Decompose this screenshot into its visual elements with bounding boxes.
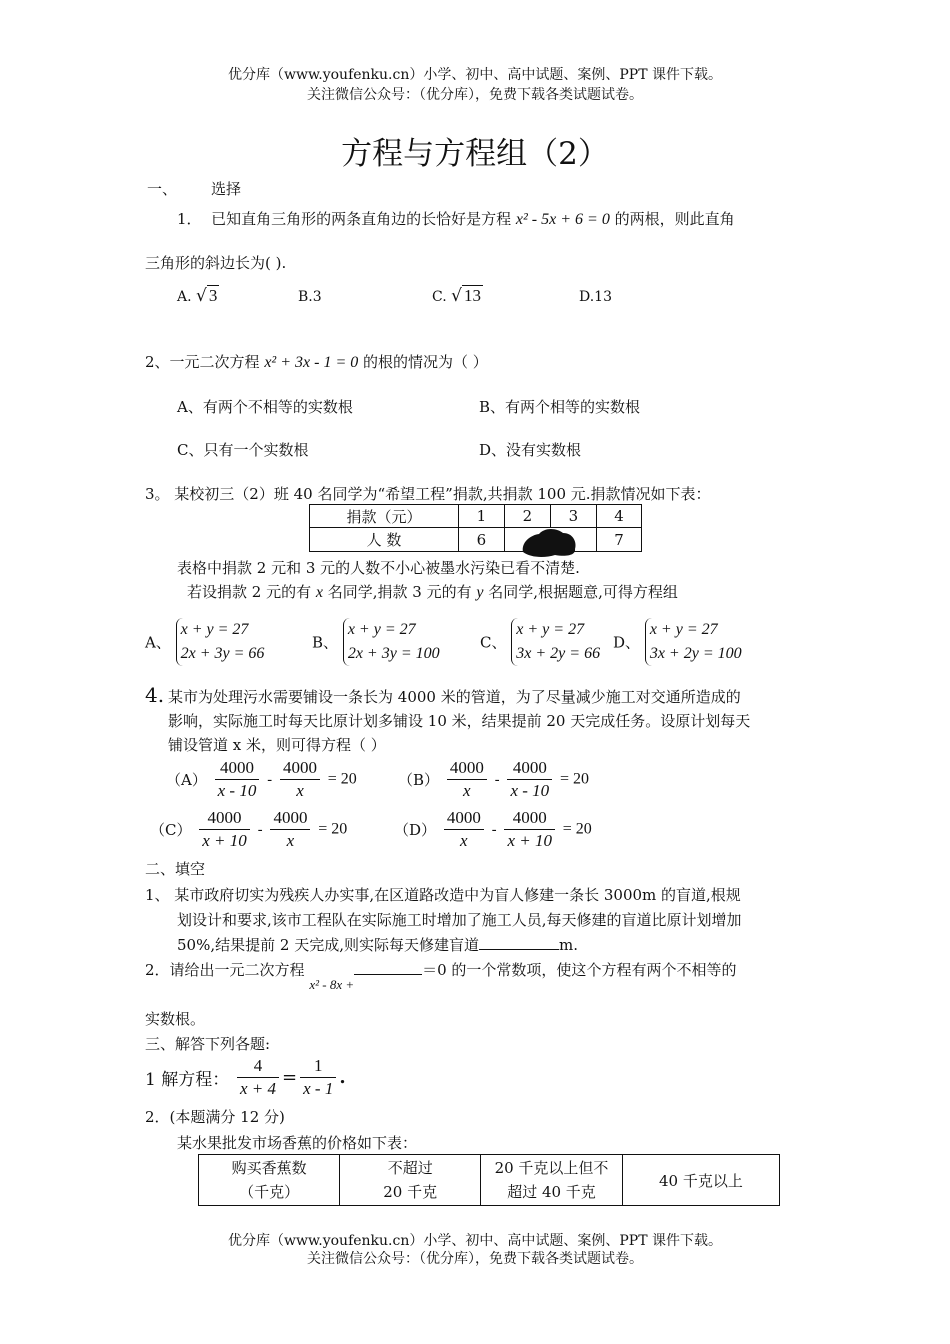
rhs: = 20 [562,820,592,838]
q1-number: 1． [177,210,202,228]
fraction [280,758,320,801]
denominator: x [460,831,468,850]
numerator: 4000 [280,758,320,780]
numerator: 1 [300,1056,336,1078]
system-eq-1: x + y = 27 [180,621,249,638]
q4-option-c [150,808,347,851]
denominator: x + 10 [202,831,247,850]
q4-option-b [398,758,589,801]
section-1-label: 选择 [211,180,242,198]
table-cell [199,1155,340,1206]
denominator: x [463,781,471,800]
q3-option-a [145,618,264,666]
denominator: x [286,831,295,850]
numerator: 4000 [199,808,250,830]
q2-text-a: 2、一元二次方程 [145,353,260,371]
q1-line-2: 三角形的斜边长为( ). [145,254,287,272]
q2-option-c: C、只有一个实数根 [177,441,309,459]
q3-text: 3。 某校初三（2）班 40 名同学为“希望工程”捐款,共捐款 100 元.捐款情况如下表： [145,485,711,503]
table-cell: 7 [596,528,641,552]
fraction [507,758,552,801]
fraction [504,808,555,851]
numerator: 4000 [507,758,552,780]
f2-text-b: ＝0 的一个常数项，使这个方程有两个不相等的 [422,961,737,979]
f2-equation: x² - 8x + [309,977,355,992]
f2-text-a: 2．请给出一元二次方程 [145,961,305,979]
f1-line-3a: 50%,结果提前 2 天完成,则实际每天修建盲道 [177,936,479,954]
denominator: x + 10 [507,831,552,850]
minus-sign: - [494,770,500,789]
system-eq-1: x + y = 27 [347,621,416,638]
footer-line-1: 优分库（www.youfenku.cn）小学、初中、高中试题、案例、PPT 课件下载。 [227,1233,722,1249]
q3-var-y: y [476,584,484,601]
f2-line-1 [145,959,737,992]
cell-line: 20 千克以上但不 [494,1159,609,1177]
cell-line: 20 千克 [383,1183,438,1201]
fraction [199,808,250,851]
table-cell: 1 [458,505,504,528]
q2-equation: x² + 3x - 1 = 0 [264,354,359,371]
q4-option-d [394,808,592,851]
q2-option-b: B、有两个相等的实数根 [479,398,641,416]
numerator: 4000 [215,758,260,780]
answer-blank[interactable] [479,949,559,950]
fraction [270,808,310,851]
table-cell: 3 [550,505,596,528]
header-line-2: 关注微信公众号：（优分库），免费下载各类试题试卷。 [307,87,643,103]
page-title: 方程与方程组（2） [341,136,609,172]
table-cell: 6 [458,528,504,552]
q3-option-c [480,618,600,666]
q3-var-x: x [315,584,323,601]
system-eq-2: 3x + 2y = 66 [516,645,601,662]
table-cell: 4 [596,505,641,528]
section-3-label: 三、解答下列各题: [145,1035,271,1053]
q2-option-a: A、有两个不相等的实数根 [177,398,353,416]
q1-option-c-label: C. [432,289,447,305]
q4-option-label: （B） [398,771,440,789]
fraction [444,808,484,851]
q3-donation-table [309,504,642,552]
banana-price-table [198,1154,780,1206]
system-eq-2: 3x + 2y = 100 [649,645,742,662]
q3-note-2b: 名同学,捐款 3 元的有 [327,583,472,601]
f1-line-1: 1、 某市政府切实为残疾人办实事,在区道路改造中为盲人修建一条长 3000m 的盲道,根规 [145,886,741,904]
equation-system [176,618,265,666]
table-cell [340,1155,481,1206]
s2-line-1: 2．(本题满分 12 分) [145,1108,285,1126]
cell-line: 超过 40 千克 [507,1183,596,1201]
q4-line-2: 影响，实际施工时每天比原计划多铺设 10 米，结果提前 20 天完成任务。设原计划每天 [168,712,751,730]
cell-line: 购买香蕉数 [231,1159,307,1177]
q3-note-1: 表格中捐款 2 元和 3 元的人数不小心被墨水污染已看不清楚. [177,559,580,577]
cell-line: （千克） [239,1183,300,1201]
q1-equation: x² - 5x + 6 = 0 [515,211,610,228]
q3-option-b [312,618,440,666]
fraction [237,1056,279,1099]
q4-line-1: 某市为处理污水需要铺设一条长为 4000 米的管道，为了尽量减少施工对交通所造成的 [168,688,741,706]
q3-option-d-label: D、 [613,633,641,652]
cell-line: 不超过 [387,1159,433,1177]
numerator: 4000 [504,808,555,830]
q4-option-label: （A） [166,771,207,789]
numerator: 4000 [444,808,484,830]
rhs: = 20 [559,770,589,788]
q3-option-c-label: C、 [480,633,507,652]
system-eq-2: 2x + 3y = 100 [347,645,440,662]
numerator: 4 [237,1056,279,1078]
q1-option-b: B.3 [298,289,322,305]
denominator: x - 10 [510,781,550,800]
equals-sign: = [282,1067,298,1088]
q2-option-d: D、没有实数根 [479,441,582,459]
f2-line-2: 实数根。 [145,1010,206,1028]
table-cell: 2 [504,505,550,528]
q1-text-a: 已知直角三角形的两条直角边的长恰好是方程 [211,210,512,228]
denominator: x - 1 [303,1079,334,1098]
q1-text-b: 的两根，则此直角 [614,210,735,228]
q3-note-2a: 若设捐款 2 元的有 [187,583,312,601]
s1-label: 1 解方程： [145,1070,230,1090]
q1-option-a [177,285,219,306]
q4-number: 4. [145,683,165,707]
equation-system [645,618,742,666]
q3-option-a-label: A、 [145,633,171,652]
q3-option-d [613,618,742,666]
table-cell [481,1155,623,1206]
denominator: x + 4 [240,1079,277,1098]
q1-option-c [432,285,483,306]
sqrt-icon: √ [196,286,207,306]
sqrt-icon: √ [451,286,462,306]
f1-line-3b: m. [558,936,578,954]
q3-note-2 [187,581,678,602]
equation-system [511,618,600,666]
s1-equation [145,1056,346,1099]
table-cell: 捐款（元） [310,505,459,528]
section-1-number: 一、 [147,180,178,198]
q2-text-b: 的根的情况为（ ） [363,353,488,371]
equation-system [343,618,440,666]
minus-sign: - [491,820,497,839]
ink-blot-icon [519,525,579,559]
q4-option-a [166,758,357,801]
q4-option-label: （D） [394,821,437,839]
numerator: 4000 [270,808,310,830]
fraction [300,1056,336,1099]
q2-line-1 [145,351,488,372]
table-cell: 40 千克以上 [622,1155,779,1206]
rhs: = 20 [327,770,357,788]
minus-sign: - [267,770,273,789]
system-eq-1: x + y = 27 [516,621,585,638]
q1-line-1 [177,208,735,229]
table-cell: 人 数 [310,528,459,552]
q4-option-label: （C） [150,821,192,839]
fraction [447,758,487,801]
answer-blank[interactable] [354,974,422,975]
section-2-label: 二、填空 [145,860,206,878]
minus-sign: - [257,820,263,839]
footer-line-2: 关注微信公众号：（优分库），免费下载各类试题试卷。 [307,1251,643,1267]
q3-option-b-label: B、 [312,633,339,652]
denominator: x [296,781,304,800]
fraction [215,758,260,801]
q1-option-c-value: 13 [463,286,481,305]
period: . [339,1067,346,1088]
denominator: x - 10 [217,781,257,800]
q4-line-3: 铺设管道 x 米，则可得方程（ ） [168,736,386,754]
numerator: 4000 [447,758,487,780]
rhs: = 20 [318,820,348,838]
s2-line-2: 某水果批发市场香蕉的价格如下表： [177,1134,418,1152]
q1-option-d: D.13 [579,289,612,305]
system-eq-1: x + y = 27 [649,621,718,638]
system-eq-2: 2x + 3y = 66 [180,645,265,662]
f1-line-3 [177,934,578,955]
header-line-1: 优分库（www.youfenku.cn）小学、初中、高中试题、案例、PPT 课件下载。 [227,67,722,83]
q1-option-a-label: A. [177,289,192,305]
q3-note-2c: 名同学,根据题意,可得方程组 [488,583,678,601]
f1-line-2: 划设计和要求,该市工程队在实际施工时增加了施工人员,每天修建的盲道比原计划增加 [177,911,742,929]
q1-option-a-value: 3 [208,286,218,305]
